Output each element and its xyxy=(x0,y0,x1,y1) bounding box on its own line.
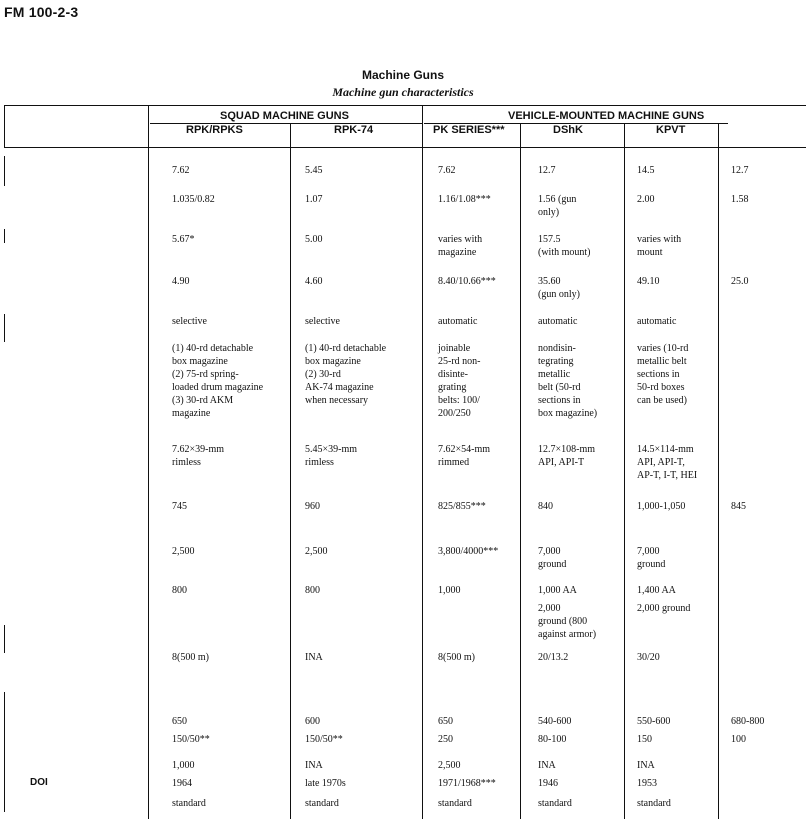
table-title: Machine Guns xyxy=(361,68,444,82)
table-cell: 14.5 xyxy=(637,165,655,176)
table-cell: 1.58 xyxy=(731,194,749,205)
table-cell: 5.45 xyxy=(305,165,323,176)
table-cell: 1.56 (gun only) xyxy=(538,194,577,218)
table-cell: 550-600 xyxy=(637,716,671,727)
table-cell: 100 xyxy=(731,734,746,745)
column-header: RPK/RPKS xyxy=(186,124,243,136)
table-cell: selective xyxy=(172,316,207,327)
table-cell: 2,000 ground (800 against armor) xyxy=(538,603,597,640)
table-cell: 250 xyxy=(438,734,453,745)
table-cell: 150/50** xyxy=(172,734,210,745)
table-cell: 4.60 xyxy=(305,276,323,287)
column-divider xyxy=(290,124,291,819)
table-cell: standard xyxy=(538,798,572,809)
table-cell: late 1970s xyxy=(305,778,346,789)
left-border xyxy=(4,229,5,243)
table-cell: selective xyxy=(305,316,340,327)
table-cell: standard xyxy=(438,798,472,809)
table-cell: 800 xyxy=(172,585,187,596)
table-subtitle: Machine gun characteristics xyxy=(332,85,474,99)
left-border xyxy=(4,625,5,653)
table-cell: 2,500 xyxy=(172,546,195,557)
left-border xyxy=(4,314,5,342)
column-header: DShK xyxy=(553,124,583,136)
table-cell: 8.40/10.66*** xyxy=(438,276,496,287)
table-cell: 800 xyxy=(305,585,320,596)
table-cell: 1964 xyxy=(172,778,192,789)
table-cell: (1) 40-rd detachable box magazine (2) 30-rd AK-74 magazine when necessary xyxy=(305,343,387,406)
table-cell: 7,000 ground xyxy=(538,546,567,570)
table-cell: 845 xyxy=(731,501,746,512)
table-cell: 12.7 xyxy=(538,165,556,176)
table-cell: 2.00 xyxy=(637,194,655,205)
table-cell: 80-100 xyxy=(538,734,567,745)
table-cell: automatic xyxy=(438,316,478,327)
vehicle-group-heading: VEHICLE-MOUNTED MACHINE GUNS xyxy=(508,110,705,122)
header-bottom-rule xyxy=(4,147,806,148)
table-cell: varies with magazine xyxy=(438,234,483,258)
table-top-rule xyxy=(4,105,806,106)
table-cell: 1,000 xyxy=(172,760,195,771)
column-divider xyxy=(718,124,719,819)
column-divider xyxy=(148,105,149,819)
column-divider xyxy=(520,124,521,819)
document-id: FM 100-2-3 xyxy=(4,4,79,20)
table-cell: 12.7 xyxy=(731,165,749,176)
table-cell: 8(500 m) xyxy=(438,652,475,663)
table-cell: INA xyxy=(538,760,556,771)
table-cell: 5.00 xyxy=(305,234,323,245)
table-cell: 8(500 m) xyxy=(172,652,209,663)
table-cell: 7,000 ground xyxy=(637,546,666,570)
table-cell: 745 xyxy=(172,501,187,512)
table-cell: 49.10 xyxy=(637,276,660,287)
table-cell: 1.07 xyxy=(305,194,323,205)
table-cell: 5.67* xyxy=(172,234,195,245)
table-cell: (1) 40-rd detachable box magazine (2) 75-rd spring- loaded drum magazine (3) 30-rd AKM magazine xyxy=(172,343,264,419)
left-border xyxy=(4,156,5,186)
table-cell: 960 xyxy=(305,501,320,512)
table-cell: 35.60 (gun only) xyxy=(538,276,580,300)
table-cell: 157.5 (with mount) xyxy=(538,234,591,258)
table-cell: 25.0 xyxy=(731,276,749,287)
table-cell: 4.90 xyxy=(172,276,190,287)
table-cell: 20/13.2 xyxy=(538,652,569,663)
table-cell: 150 xyxy=(637,734,652,745)
table-cell: varies (10-rd metallic belt sections in 50-rd boxes can be used) xyxy=(637,343,689,406)
table-cell: 2,500 xyxy=(438,760,461,771)
table-cell: 2,500 xyxy=(305,546,328,557)
table-cell: standard xyxy=(305,798,339,809)
table-cell: 150/50** xyxy=(305,734,343,745)
table-cell: 825/855*** xyxy=(438,501,486,512)
table-cell: 650 xyxy=(438,716,453,727)
column-divider xyxy=(624,124,625,819)
table-cell: joinable 25-rd non- disinte- grating belts: 100/ 200/250 xyxy=(438,343,481,419)
table-cell: standard xyxy=(172,798,206,809)
table-cell: 1971/1968*** xyxy=(438,778,496,789)
table-cell: 600 xyxy=(305,716,320,727)
table-cell: automatic xyxy=(538,316,578,327)
left-border xyxy=(4,692,5,812)
table-cell: 1946 xyxy=(538,778,558,789)
table-cell: 7.62×54-mm rimmed xyxy=(438,444,491,468)
table-cell: 1953 xyxy=(637,778,657,789)
left-border xyxy=(4,105,5,147)
column-header: PK SERIES*** xyxy=(433,124,505,136)
table-cell: 5.45×39-mm rimless xyxy=(305,444,358,468)
table-cell: 1.035/0.82 xyxy=(172,194,215,205)
table-cell: 1,000-1,050 xyxy=(637,501,686,512)
column-header: KPVT xyxy=(656,124,686,136)
table-cell: 12.7×108-mm API, API-T xyxy=(538,444,596,468)
row-label: DOI xyxy=(30,777,48,788)
table-cell: 30/20 xyxy=(637,652,660,663)
table-cell: 7.62 xyxy=(438,165,456,176)
table-cell: 540-600 xyxy=(538,716,572,727)
table-cell: 650 xyxy=(172,716,187,727)
table-cell: 2,000 ground xyxy=(637,603,691,614)
table-cell: INA xyxy=(637,760,655,771)
squad-group-heading: SQUAD MACHINE GUNS xyxy=(220,110,349,122)
column-header: RPK-74 xyxy=(334,124,374,136)
table-cell: 1.16/1.08*** xyxy=(438,194,491,205)
table-cell: 3,800/4000*** xyxy=(438,546,499,557)
table-cell: standard xyxy=(637,798,671,809)
table-cell: 7.62×39-mm rimless xyxy=(172,444,225,468)
table-cell: 7.62 xyxy=(172,165,190,176)
table-cell: 1,400 AA xyxy=(637,585,676,596)
table-cell: INA xyxy=(305,652,323,663)
table-cell: 1,000 xyxy=(438,585,461,596)
table-cell: varies with mount xyxy=(637,234,682,258)
table-cell: 14.5×114-mm API, API-T, AP-T, I-T, HEI xyxy=(637,444,698,481)
table-cell: INA xyxy=(305,760,323,771)
table-cell: nondisin- tegrating metallic belt (50-rd sections in box magazine) xyxy=(538,343,598,419)
table-cell: 1,000 AA xyxy=(538,585,577,596)
table-cell: automatic xyxy=(637,316,677,327)
table-cell: 680-800 xyxy=(731,716,765,727)
column-divider xyxy=(422,105,423,819)
table-cell: 840 xyxy=(538,501,553,512)
